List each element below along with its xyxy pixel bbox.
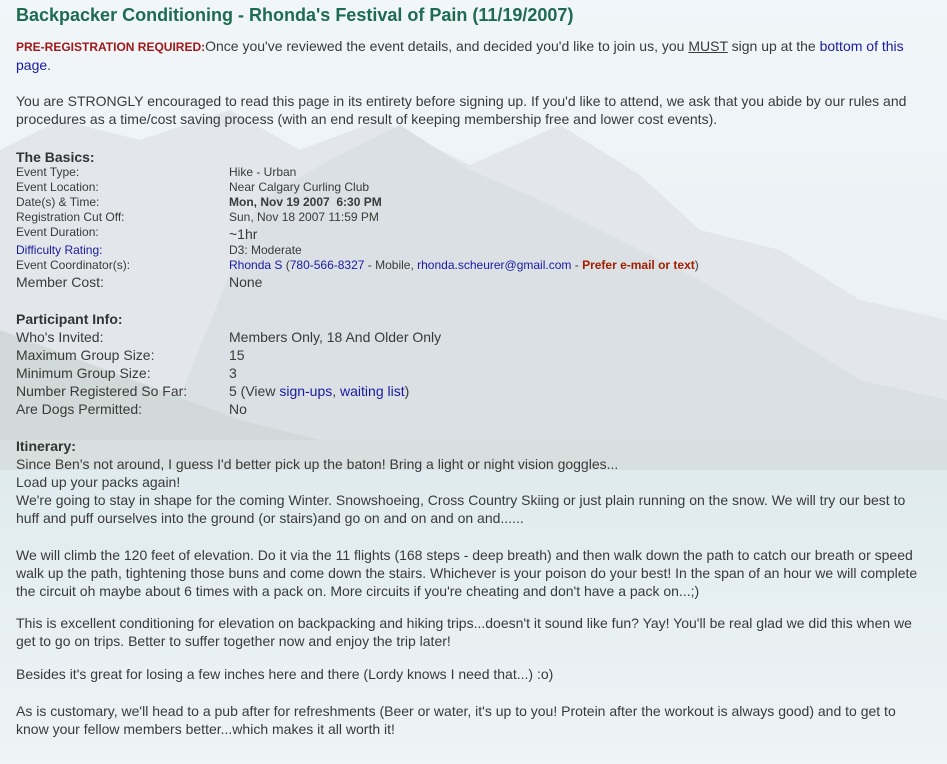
participant-label: Number Registered So Far: xyxy=(16,383,188,399)
basics-label: Registration Cut Off: xyxy=(16,210,125,224)
itinerary-paragraph-2: We will climb the 120 feet of elevation. Do it via the 11 flights (168 steps - deep breath) and then walk down the path to catch our breath or speed walk up the path, tightening those buns and come down the stairs. Whichever is your poison do your best! In the span of an hour we will complete the circuit oh maybe about 6 times with a pack on. More circuits if you're cheating and don't have a pack on...;) xyxy=(16,547,918,599)
preregistration-text-2: sign up at the xyxy=(727,38,820,54)
basics-value: None xyxy=(229,274,263,290)
coordinator-name-link[interactable]: Rhonda S xyxy=(229,258,283,272)
basics-value: Near Calgary Curling Club xyxy=(229,180,370,194)
coordinator-preference: Prefer e-mail or text xyxy=(582,258,695,272)
basics-row-event-type xyxy=(16,165,931,180)
preregistration-text: Once you've reviewed the event details, and decided you'd like to join us, you xyxy=(205,38,689,54)
basics-label: Event Type: xyxy=(16,165,80,179)
participant-value: No xyxy=(229,401,247,417)
basics-value: ~1hr xyxy=(229,226,258,242)
basics-row-duration xyxy=(16,225,931,240)
basics-value: D3: Moderate xyxy=(229,243,302,257)
strongly-encouraged-notice: You are STRONGLY encouraged to read this page in its entirety before signing up. If you'd like to attend, we ask that you abide by our rules and procedures as a time/cost saving process (with an end result of keeping membership free and lower cost events). xyxy=(16,93,907,127)
participant-heading: Participant Info: xyxy=(16,311,123,327)
registered-count-text: 5 (View xyxy=(229,383,280,399)
participant-value: 15 xyxy=(229,347,245,363)
basics-label: Date(s) & Time: xyxy=(16,195,100,209)
sign-ups-link[interactable]: sign-ups xyxy=(279,383,333,399)
participant-label: Are Dogs Permitted: xyxy=(16,401,143,417)
itinerary-paragraph-5: As is customary, we'll head to a pub after for refreshments (Beer or water, it's up to you! Protein after the workout is always good) and to get to know your fellow members better...which makes it all worth it! xyxy=(16,703,896,737)
participant-label: Maximum Group Size: xyxy=(16,347,155,363)
basics-row-cutoff xyxy=(16,210,931,225)
coordinator-mobile-text: - Mobile, xyxy=(364,258,418,272)
basics-row-difficulty xyxy=(16,243,931,258)
itinerary-line-3: We're going to stay in shape for the coming Winter. Snowshoeing, Cross Country Skiing or just plain running on the snow. We will try our best to huff and puff ourselves into the ground (or stairs)and go on and on and on and...... xyxy=(16,492,906,526)
coordinator-paren-open: ( xyxy=(282,258,290,272)
coordinator-email-link[interactable]: rhonda.scheurer@gmail.com xyxy=(417,258,572,272)
bottom-of-page-link[interactable]: bottom of this page xyxy=(16,38,904,73)
basics-heading: The Basics: xyxy=(16,149,95,165)
registered-count xyxy=(229,382,409,400)
basics-row-coordinator xyxy=(16,258,931,273)
basics-label: Event Location: xyxy=(16,180,99,194)
must-emphasis: MUST xyxy=(688,38,728,54)
participant-label: Minimum Group Size: xyxy=(16,365,151,381)
basics-row-member-cost xyxy=(16,273,931,291)
difficulty-rating-link[interactable]: Difficulty Rating: xyxy=(16,243,103,257)
basics-value: Mon, Nov 19 2007 6:30 PM xyxy=(229,195,382,209)
basics-label: Member Cost: xyxy=(16,274,104,290)
participant-row-max-group xyxy=(16,346,931,364)
coordinator-info xyxy=(229,258,699,273)
basics-value: Sun, Nov 18 2007 11:59 PM xyxy=(229,210,379,224)
participant-label: Who's Invited: xyxy=(16,329,104,345)
basics-label: Event Duration: xyxy=(16,225,99,239)
coordinator-phone-link[interactable]: 780-566-8327 xyxy=(289,258,365,272)
coordinator-dash: - xyxy=(571,258,583,272)
participant-row-min-group xyxy=(16,364,931,382)
event-title: Backpacker Conditioning - Rhonda's Festival of Pain (11/19/2007) xyxy=(16,5,574,25)
itinerary-heading: Itinerary: xyxy=(16,438,76,454)
participant-row-invited xyxy=(16,328,931,346)
participant-row-registered xyxy=(16,382,931,400)
itinerary-line-1: Since Ben's not around, I guess I'd better pick up the baton! Bring a light or night vision goggles... xyxy=(16,456,619,472)
preregistration-notice xyxy=(16,37,931,74)
basics-row-event-location xyxy=(16,180,931,195)
itinerary-paragraph-4: Besides it's great for losing a few inches here and there (Lordy knows I need that...) :o) xyxy=(16,666,554,682)
basics-row-date-time xyxy=(16,195,931,210)
registered-close: ) xyxy=(404,383,410,399)
participant-value: Members Only, 18 And Older Only xyxy=(229,329,442,345)
itinerary-paragraph-3: This is excellent conditioning for elevation on backpacking and hiking trips...doesn't it sound like fun? Yay! You'll be real glad we did this when we get to go on trips. Better to suffer together now and enjoy the trip later! xyxy=(16,615,912,649)
preregistration-label: PRE-REGISTRATION REQUIRED: xyxy=(16,40,206,54)
basics-value: Hike - Urban xyxy=(229,165,297,179)
registered-sep: , xyxy=(332,383,341,399)
participant-row-dogs xyxy=(16,400,931,418)
itinerary-line-2: Load up your packs again! xyxy=(16,474,181,490)
basics-label: Event Coordinator(s): xyxy=(16,258,131,272)
coordinator-paren-close: ) xyxy=(694,258,699,272)
preregistration-end: . xyxy=(47,57,52,73)
participant-value: 3 xyxy=(229,365,237,381)
waiting-list-link[interactable]: waiting list xyxy=(340,383,405,399)
